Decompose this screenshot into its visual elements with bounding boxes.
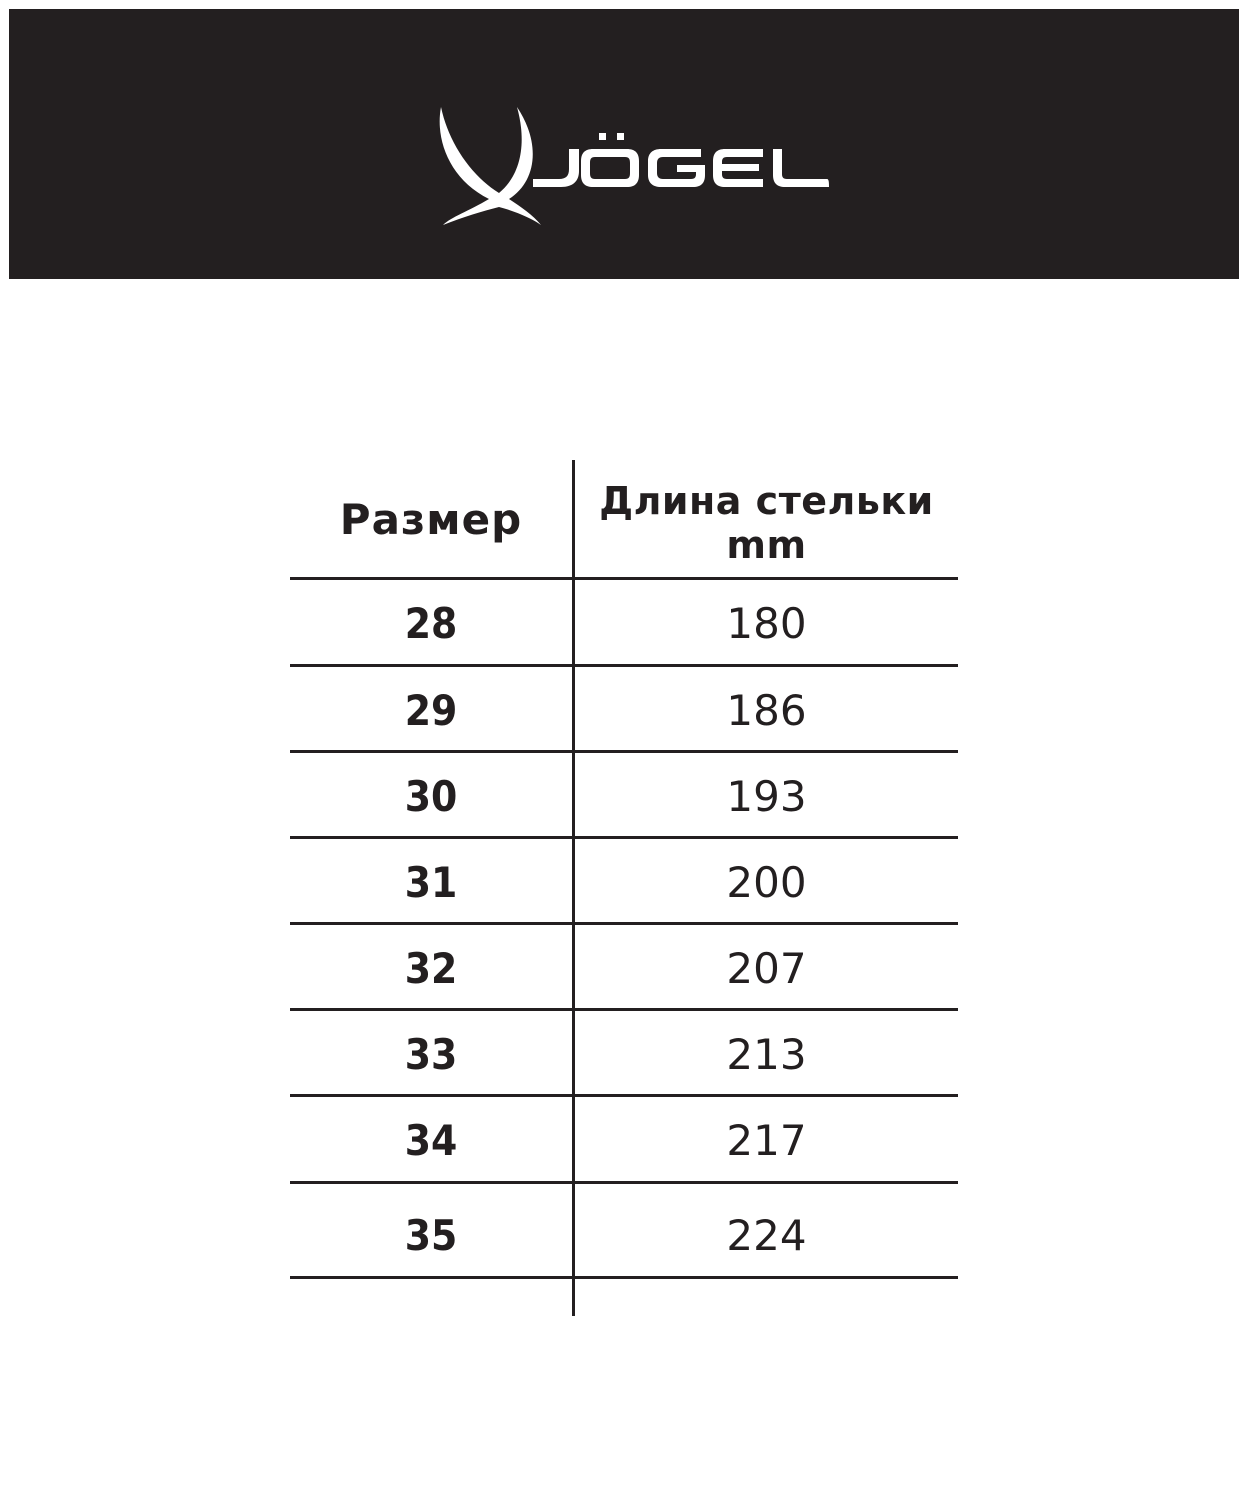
size-cell: 34 (404, 1115, 458, 1165)
size-cell: 33 (404, 1029, 458, 1079)
table-bottom-border (290, 1276, 958, 1279)
size-cell: 29 (404, 685, 458, 735)
table-row (290, 580, 958, 666)
table-row (290, 839, 958, 925)
size-cell: 30 (404, 771, 458, 821)
header-size: Размер (339, 494, 523, 544)
header-insole-length (575, 468, 958, 578)
length-cell: 180 (726, 598, 807, 648)
table-row (290, 925, 958, 1011)
size-cell: 35 (404, 1210, 458, 1260)
size-cell: 28 (404, 598, 458, 648)
row-divider (290, 1181, 958, 1184)
size-cell: 32 (404, 943, 458, 993)
jogel-logo-graphic (429, 99, 839, 229)
table-row (290, 753, 958, 839)
length-cell: 213 (726, 1029, 807, 1079)
column-divider (572, 460, 575, 1316)
length-cell: 193 (726, 771, 807, 821)
size-cell: 31 (404, 857, 458, 907)
length-cell: 186 (726, 685, 807, 735)
size-table (290, 460, 958, 1316)
length-cell: 207 (726, 943, 807, 993)
header-insole-length-label: Длина стельки (599, 479, 934, 523)
jogel-logo (429, 99, 839, 229)
table-row (290, 1097, 958, 1183)
length-cell: 224 (726, 1210, 807, 1260)
length-cell: 200 (726, 857, 807, 907)
table-row (290, 1192, 958, 1278)
brand-banner (9, 9, 1239, 279)
length-cell: 217 (726, 1115, 807, 1165)
table-row (290, 1011, 958, 1097)
table-row (290, 667, 958, 753)
header-insole-length-unit: mm (726, 523, 807, 567)
